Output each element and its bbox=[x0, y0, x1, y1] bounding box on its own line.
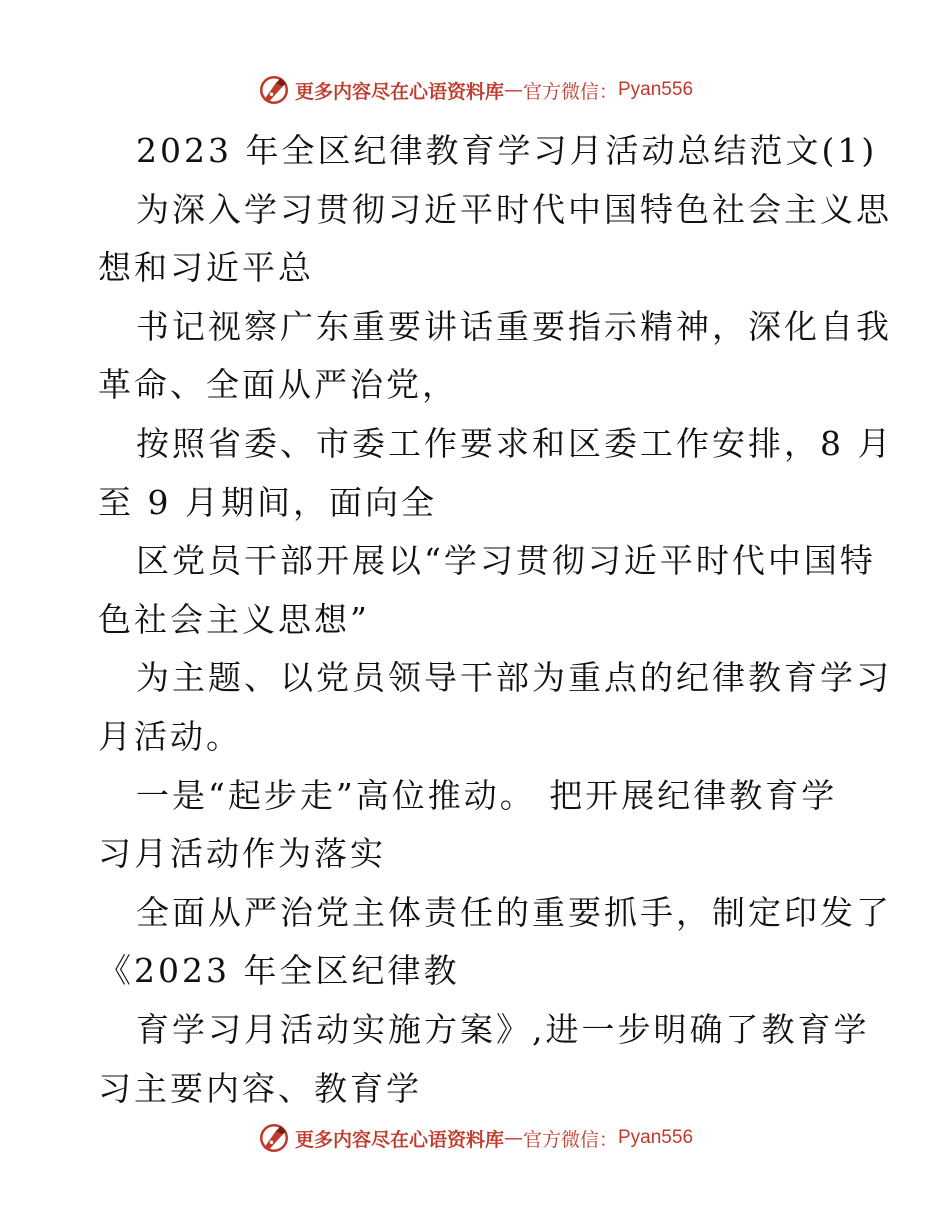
watermark-separator: — bbox=[503, 79, 523, 101]
doc-line: 习主要内容、教育学 bbox=[98, 1068, 422, 1108]
doc-line: 至 9 月期间，面向全 bbox=[98, 482, 437, 522]
doc-line: 色社会主义思想” bbox=[98, 599, 370, 639]
doc-line: 一是“起步走”高位推动。 把开展纪律教育学 bbox=[136, 775, 838, 815]
pen-nib-logo-icon bbox=[257, 1121, 291, 1155]
doc-line: 区党员干部开展以“学习贯彻习近平时代中国特 bbox=[136, 541, 876, 581]
watermark-brand: 更多内容尽在心语资料库 bbox=[294, 1128, 504, 1151]
doc-line: 为主题、以党员领导干部为重点的纪律教育学习 bbox=[136, 658, 892, 698]
doc-line: 想和习近平总 bbox=[98, 248, 314, 288]
doc-line: 育学习月活动实施方案》,进一步明确了教育学 bbox=[136, 1009, 870, 1049]
doc-line: 全面从严治党主体责任的重要抓手，制定印发了 bbox=[136, 892, 892, 932]
pen-nib-logo-icon bbox=[257, 73, 291, 107]
watermark-separator: — bbox=[503, 1127, 523, 1149]
footer-watermark bbox=[0, 1118, 950, 1158]
doc-title: 2023 年全区纪律教育学习月活动总结范文(1) bbox=[136, 131, 878, 170]
watermark-brand: 更多内容尽在心语资料库 bbox=[294, 80, 504, 103]
header-watermark bbox=[0, 70, 950, 110]
doc-line: 为深入学习贯彻习近平时代中国特色社会主义思 bbox=[136, 189, 892, 229]
doc-line: 《2023 年全区纪律教 bbox=[98, 951, 460, 991]
doc-line: 习月活动作为落实 bbox=[98, 834, 386, 874]
watermark-wechat-label: 官方微信： bbox=[522, 80, 618, 103]
watermark-wechat-label: 官方微信： bbox=[522, 1128, 618, 1151]
doc-line: 书记视察广东重要讲话重要指示精神，深化自我 bbox=[136, 306, 892, 346]
doc-line: 革命、全面从严治党， bbox=[98, 365, 458, 405]
document-body bbox=[98, 122, 894, 1118]
watermark-wechat-id: Pyan556 bbox=[618, 1127, 694, 1148]
doc-line: 按照省委、市委工作要求和区委工作安排，8 月 bbox=[136, 423, 894, 463]
doc-line: 月活动。 bbox=[98, 716, 242, 756]
watermark-wechat-id: Pyan556 bbox=[618, 79, 694, 100]
